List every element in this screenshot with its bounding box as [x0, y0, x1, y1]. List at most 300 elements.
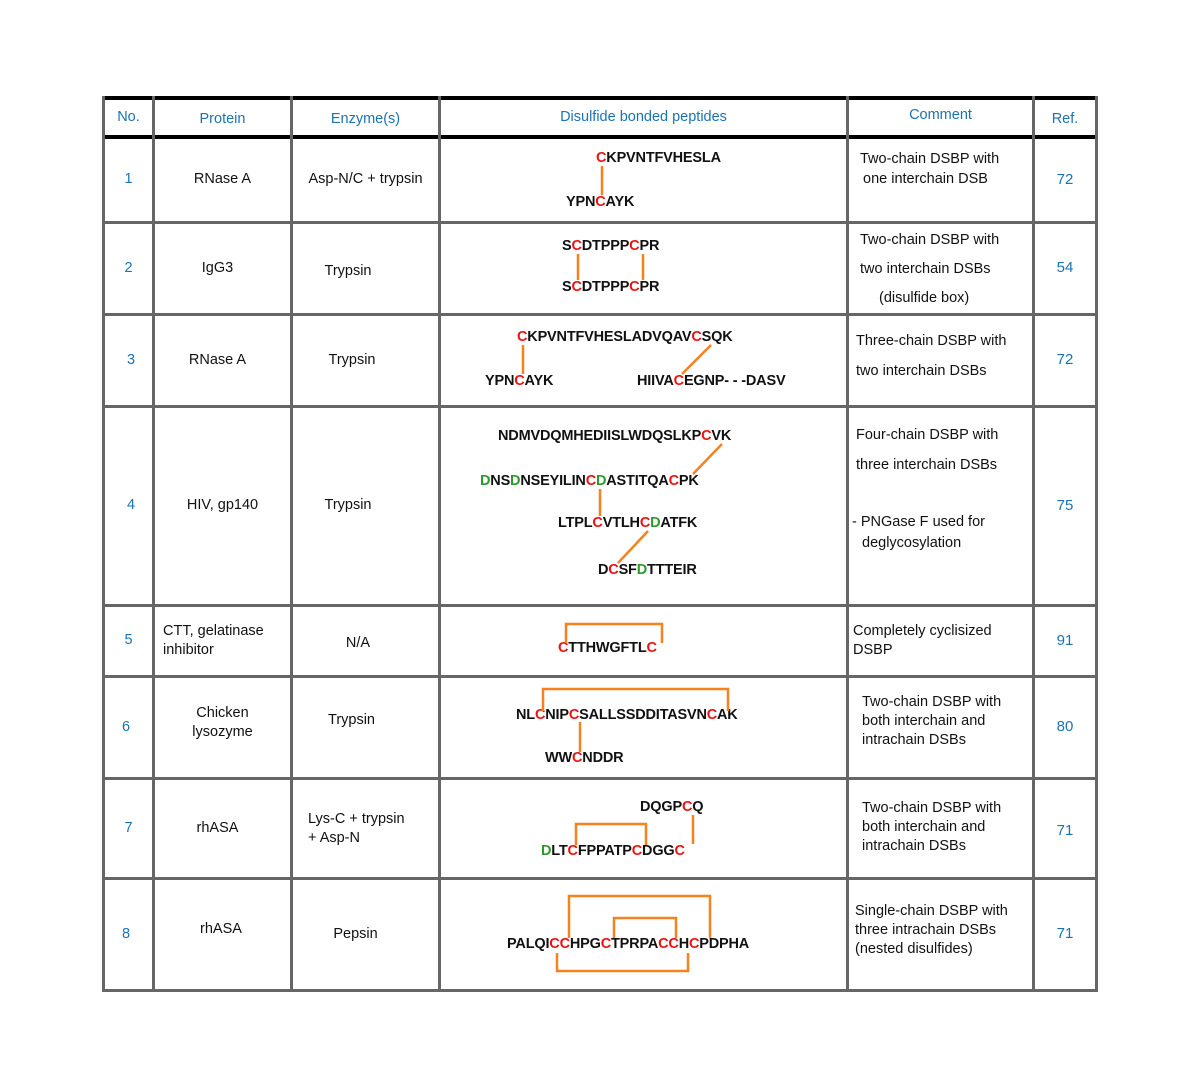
residue: W: [595, 640, 610, 656]
residue: S: [616, 473, 627, 489]
residue: Q: [692, 799, 704, 815]
reference-number: 71: [1056, 925, 1074, 943]
residue: M: [518, 428, 531, 444]
enzyme-name-line: + Asp-N: [308, 829, 360, 846]
residue: W: [628, 428, 642, 444]
residue: P: [507, 936, 516, 952]
residue: T: [629, 640, 638, 656]
protein-name-line: inhibitor: [163, 642, 214, 658]
comment-line: DSBP: [853, 642, 893, 658]
residue: A: [524, 373, 534, 389]
cysteine-residue: C: [568, 707, 580, 723]
residue: T: [669, 515, 679, 531]
residue: K: [623, 194, 635, 210]
residue: I: [682, 562, 687, 578]
protein-name: rhASA: [196, 819, 239, 836]
residue: P: [622, 843, 632, 859]
residue: G: [652, 843, 664, 859]
residue: A: [717, 707, 728, 723]
residue: A: [631, 329, 642, 345]
residue: I: [571, 473, 576, 489]
residue: S: [692, 150, 702, 166]
residue: T: [655, 562, 665, 578]
residue: L: [583, 515, 593, 531]
peptide-sequence: [562, 279, 659, 295]
residue: T: [592, 238, 601, 254]
residue: T: [659, 707, 668, 723]
residue: G: [693, 373, 705, 389]
residue: S: [625, 707, 636, 723]
cysteine-residue: C: [595, 194, 606, 210]
residue: S: [663, 428, 673, 444]
residue: S: [677, 707, 687, 723]
residue: N: [584, 194, 596, 210]
residue: Q: [711, 329, 723, 345]
cysteine-residue: C: [701, 428, 712, 444]
residue: N: [520, 473, 531, 489]
residue: A: [604, 843, 614, 859]
residue: V: [686, 707, 697, 723]
residue: I: [559, 473, 563, 489]
residue: V: [602, 515, 613, 531]
residue: H: [672, 150, 683, 166]
comment-line: one interchain DSB: [863, 170, 988, 187]
comment-line: Two-chain DSBP with: [860, 232, 1000, 248]
residue: H: [573, 428, 584, 444]
residue: A: [756, 373, 767, 389]
peptide-sequence: [516, 707, 738, 723]
residue: S: [610, 428, 621, 444]
residue: L: [620, 515, 630, 531]
residue: G: [661, 799, 673, 815]
residue: Q: [652, 428, 664, 444]
residue: T: [576, 640, 586, 656]
comment-line: Three-chain DSBP with: [856, 333, 1007, 349]
cysteine-residue: C: [592, 515, 603, 531]
residue: T: [592, 279, 601, 295]
comment: [852, 420, 1030, 554]
residue: D: [641, 329, 653, 345]
residue: L: [672, 428, 682, 444]
cysteine-residue: C: [534, 707, 546, 723]
reference-number: 71: [1056, 821, 1074, 839]
cysteine-residue: C: [668, 473, 679, 489]
comment-line: both interchain and: [862, 819, 986, 835]
enzyme-name: Trypsin: [324, 497, 372, 514]
residue: N: [635, 150, 646, 166]
residue: N: [582, 750, 593, 766]
residue: Y: [485, 373, 495, 389]
residue: A: [588, 707, 599, 723]
residue: R: [648, 238, 660, 254]
residue: G: [589, 936, 601, 952]
cysteine-residue: C: [706, 707, 718, 723]
residue: D: [635, 707, 646, 723]
comment: [853, 607, 1030, 675]
residue: Q: [534, 936, 546, 952]
residue: A: [647, 936, 659, 952]
residue: D: [708, 936, 720, 952]
enzyme-name: Asp-N/C + trypsin: [308, 171, 423, 188]
residue: L: [551, 843, 559, 859]
residue: K: [686, 515, 698, 531]
peptide-sequence: [637, 373, 785, 389]
residue: D: [581, 238, 593, 254]
peptide-sequence: [558, 640, 657, 656]
residue: H: [637, 373, 648, 389]
comment-line: three interchain DSBs: [856, 457, 998, 473]
header-enzymes: Enzyme(s): [330, 110, 401, 127]
residue: L: [598, 707, 608, 723]
residue: N: [490, 473, 501, 489]
residue: P: [559, 707, 569, 723]
residue: P: [610, 279, 620, 295]
residue: F: [654, 150, 664, 166]
residue: P: [574, 515, 584, 531]
residue: S: [530, 473, 541, 489]
residue: T: [611, 936, 620, 952]
residue: V: [652, 329, 662, 345]
comment-line: Two-chain DSBP with: [862, 800, 1002, 816]
residue: -: [732, 373, 738, 389]
peptide-sequence: [517, 329, 733, 345]
disulfide-bond-line: [682, 345, 711, 374]
residue: Y: [614, 194, 624, 210]
residue: P: [580, 936, 590, 952]
cysteine-residue: C: [567, 843, 578, 859]
residue: P: [575, 194, 585, 210]
residue: L: [622, 329, 632, 345]
reference-number: 91: [1056, 631, 1074, 649]
residue: A: [660, 515, 670, 531]
comment: [856, 326, 1030, 386]
table-bottom-rule: [102, 989, 1098, 992]
cysteine-residue: C: [639, 515, 651, 531]
residue: V: [547, 329, 557, 345]
header-ref: Ref.: [1051, 110, 1079, 127]
residue: K: [527, 329, 538, 345]
residue: N: [503, 373, 515, 389]
deamidated-residue: D: [510, 473, 521, 489]
protein-name-line: Chicken: [196, 704, 249, 721]
residue: P: [619, 279, 630, 295]
residue: P: [639, 936, 648, 952]
residue: V: [775, 373, 786, 389]
residue: T: [613, 843, 623, 859]
comment-line: (disulfide box): [879, 290, 970, 306]
residue: E: [583, 428, 593, 444]
peptide-sequence: [480, 473, 699, 489]
residue: Q: [650, 799, 662, 815]
residue: -: [724, 373, 729, 389]
residue: N: [516, 707, 527, 723]
residue: K: [688, 473, 699, 489]
residue: H: [678, 936, 689, 952]
residue: V: [530, 428, 540, 444]
residue: A: [738, 936, 750, 952]
cysteine-residue: C: [559, 936, 570, 952]
residue: A: [515, 936, 526, 952]
residue: A: [605, 194, 615, 210]
residue: T: [645, 150, 655, 166]
residue: D: [602, 750, 614, 766]
col-divider: [846, 96, 849, 992]
peptide-sequence: [498, 428, 731, 444]
residue: T: [566, 329, 576, 345]
residue: N: [498, 428, 509, 444]
peptide-sequence: [558, 515, 697, 531]
enzyme-name: [308, 780, 438, 877]
deamidated-residue: D: [650, 515, 661, 531]
residue: A: [663, 373, 674, 389]
peptide-sequence: [640, 799, 703, 815]
residue: S: [766, 373, 776, 389]
residue: I: [545, 936, 550, 952]
residue: P: [691, 428, 702, 444]
residue: W: [558, 750, 572, 766]
residue: A: [667, 707, 678, 723]
comment-line: deglycosylation: [862, 535, 962, 551]
residue: H: [569, 936, 581, 952]
residue: P: [586, 843, 596, 859]
cysteine-residue: C: [629, 238, 640, 254]
disulfide-bond-bracket: [576, 824, 646, 845]
cysteine-residue: C: [674, 843, 685, 859]
residue: P: [672, 799, 682, 815]
comment: [862, 799, 1030, 859]
residue: N: [575, 473, 586, 489]
residue: N: [545, 707, 556, 723]
residue: Q: [647, 473, 659, 489]
residue: K: [542, 373, 554, 389]
residue: R: [686, 562, 697, 578]
protein-name-line: CTT, gelatinase: [163, 623, 264, 639]
residue: G: [609, 640, 621, 656]
row-number: 4: [126, 497, 136, 514]
residue: P: [639, 238, 649, 254]
comment-line: three intrachain DSBs: [855, 922, 997, 938]
protein-name: HIV, gp140: [186, 497, 259, 514]
residue: E: [673, 562, 683, 578]
residue: I: [647, 373, 652, 389]
residue: I: [651, 373, 655, 389]
residue: T: [568, 640, 577, 656]
residue: P: [600, 238, 611, 254]
residue: A: [606, 473, 617, 489]
cysteine-residue: C: [571, 238, 582, 254]
residue: V: [711, 428, 721, 444]
enzyme-name: N/A: [345, 635, 371, 652]
residue: K: [606, 150, 617, 166]
row-number: 7: [124, 819, 133, 836]
residue: P: [610, 238, 620, 254]
residue: S: [613, 329, 623, 345]
cysteine-residue: C: [517, 329, 528, 345]
disulfide-bond-line: [693, 444, 722, 474]
residue: D: [508, 428, 519, 444]
residue: D: [539, 428, 551, 444]
residue: K: [727, 707, 738, 723]
residue: L: [526, 707, 535, 723]
residue: F: [575, 329, 585, 345]
residue: N: [696, 707, 707, 723]
enzyme-name: Trypsin: [324, 262, 372, 279]
deamidated-residue: D: [541, 843, 552, 859]
residue: T: [612, 515, 621, 531]
peptide-sequence: [596, 150, 721, 166]
residue: V: [663, 150, 673, 166]
row-number: 3: [126, 351, 136, 368]
comment-line: - PNGase F used for: [852, 514, 985, 530]
row-number: 8: [121, 925, 131, 942]
residue: A: [658, 473, 669, 489]
protein-name-line: lysozyme: [192, 723, 253, 740]
cysteine-residue: C: [572, 750, 583, 766]
enzyme-name: Pepsin: [333, 925, 378, 942]
peptide-sequence: [562, 238, 659, 254]
residue: D: [641, 428, 653, 444]
row-number: 2: [124, 259, 133, 276]
residue: P: [616, 150, 627, 166]
cysteine-residue: C: [681, 799, 693, 815]
protein-name: [163, 607, 290, 675]
residue: S: [579, 707, 589, 723]
residue: Y: [566, 194, 576, 210]
comment: [860, 150, 1030, 196]
comment-line: intrachain DSBs: [862, 732, 966, 748]
reference-number: 80: [1056, 718, 1074, 736]
residue: T: [647, 562, 656, 578]
disulfide-bond-line: [618, 531, 648, 563]
cysteine-residue: C: [691, 329, 702, 345]
residue: R: [613, 750, 624, 766]
peptide-sequence: [507, 936, 749, 952]
residue: S: [562, 279, 572, 295]
cysteine-residue: C: [688, 936, 700, 952]
residue: P: [719, 936, 729, 952]
residue: Y: [549, 473, 560, 489]
cysteine-residue: C: [596, 150, 607, 166]
residue: V: [626, 150, 636, 166]
residue: H: [593, 329, 604, 345]
deamidated-residue: D: [480, 473, 491, 489]
cysteine-residue: C: [600, 936, 611, 952]
reference-number: 54: [1056, 259, 1074, 277]
protein-name: RNase A: [188, 351, 247, 368]
residue: D: [598, 562, 609, 578]
residue: F: [577, 843, 587, 859]
cysteine-residue: C: [571, 279, 582, 295]
residue: I: [555, 707, 560, 723]
peptide-sequence: [598, 562, 697, 578]
enzyme-name: Trypsin: [328, 711, 375, 728]
deamidated-residue: D: [636, 562, 647, 578]
residue: L: [525, 936, 535, 952]
residue: I: [603, 428, 608, 444]
enzyme-name: Trypsin: [328, 351, 376, 368]
residue: P: [699, 936, 709, 952]
residue: A: [672, 329, 682, 345]
residue: Q: [661, 329, 673, 345]
residue: L: [637, 640, 647, 656]
residue: Q: [550, 428, 562, 444]
col-divider: [438, 96, 441, 992]
disulfide-bond-bracket: [569, 896, 710, 938]
reference-number: 72: [1056, 351, 1074, 369]
cysteine-residue: C: [585, 473, 596, 489]
residue: H: [585, 640, 596, 656]
residue: T: [558, 843, 568, 859]
residue: P: [595, 843, 605, 859]
header-protein: Protein: [199, 110, 246, 127]
residue: D: [745, 373, 757, 389]
protein-name: IgG3: [201, 259, 234, 276]
comment-line: Completely cyclisized: [853, 623, 992, 639]
peptide-sequence: [485, 373, 553, 389]
residue: T: [638, 473, 648, 489]
residue: P: [619, 936, 630, 952]
residue: T: [626, 473, 635, 489]
residue: D: [581, 279, 593, 295]
residue: P: [600, 279, 611, 295]
residue: M: [561, 428, 574, 444]
residue: P: [494, 373, 504, 389]
residue: T: [664, 562, 674, 578]
residue: H: [728, 936, 739, 952]
enzyme-name-line: Lys-C + trypsin: [308, 810, 405, 827]
protein-name: RNase A: [193, 171, 252, 188]
residue: A: [710, 150, 721, 166]
residue: S: [618, 562, 629, 578]
comment: [862, 693, 1030, 753]
cysteine-residue: C: [514, 373, 525, 389]
residue: P: [537, 329, 548, 345]
residue: L: [620, 428, 629, 444]
residue: I: [655, 707, 660, 723]
residue: L: [607, 707, 617, 723]
residue: E: [682, 150, 693, 166]
residue: D: [642, 843, 653, 859]
residue: S: [701, 329, 712, 345]
reference-number: 72: [1056, 170, 1074, 188]
residue: N: [704, 373, 715, 389]
residue: N: [556, 329, 567, 345]
comment-line: Four-chain DSBP with: [856, 427, 999, 443]
protein-name: [155, 678, 290, 767]
residue: I: [607, 428, 611, 444]
deamidated-residue: D: [595, 473, 607, 489]
cysteine-residue: C: [549, 936, 560, 952]
residue: P: [619, 238, 630, 254]
residue: L: [558, 515, 566, 531]
residue: S: [562, 238, 572, 254]
header-comment: Comment: [909, 106, 972, 123]
residue: D: [592, 428, 604, 444]
peptide-sequence: [545, 750, 623, 766]
cysteine-residue: C: [646, 640, 657, 656]
cysteine-residue: C: [631, 843, 643, 859]
header-peptides: Disulfide bonded peptides: [560, 108, 727, 125]
residue: S: [616, 707, 626, 723]
comment-line: Two-chain DSBP with: [862, 694, 1002, 710]
row-number: 5: [124, 632, 133, 649]
residue: S: [500, 473, 511, 489]
residue: -: [741, 373, 746, 389]
residue: T: [565, 515, 575, 531]
disulfide-bond-bracket: [557, 953, 688, 971]
residue: P: [639, 279, 649, 295]
row-number: 6: [121, 718, 131, 735]
